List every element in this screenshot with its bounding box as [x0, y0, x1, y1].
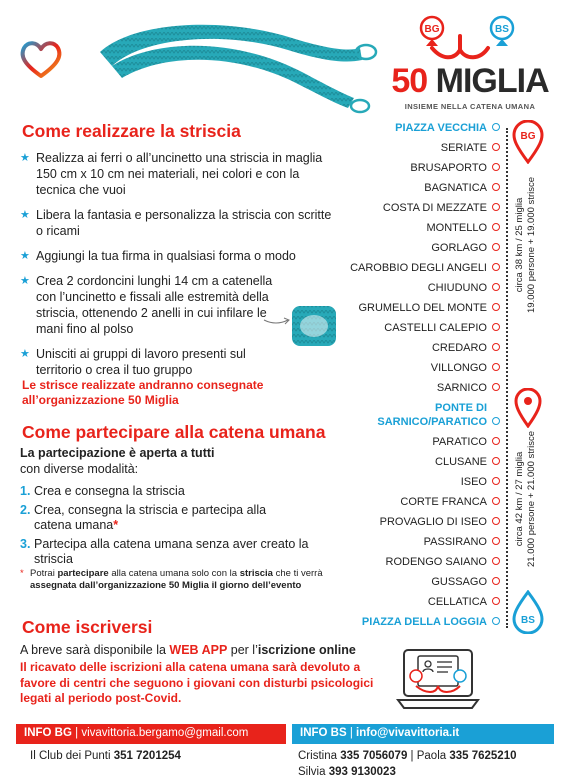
- instruction-item: ★ Realizza ai ferri o all’uncinetto una striscia in maglia 150 cm x 10 cm nei materiali, nei colori e con la tecnica che vuoi: [20, 150, 340, 198]
- route-stop-name: COSTA DI MEZZATE: [382, 202, 487, 214]
- bs-contact-line2: [298, 766, 396, 778]
- option-text: Crea, consegna la striscia e partecipa alla catena umana: [34, 503, 267, 532]
- option-item: [20, 484, 340, 499]
- route-stop-dot-icon: [492, 457, 500, 465]
- contact-phone[interactable]: 335 7056079: [340, 750, 408, 762]
- info-bs-label: INFO BS: [300, 727, 347, 739]
- route-stop-dot-icon: [492, 263, 500, 271]
- route-stop-name: GORLAGO: [431, 242, 487, 254]
- route-stop-name: VILLONGO: [430, 362, 487, 374]
- route-stop: [431, 242, 500, 255]
- route-stop-name: PIAZZA VECCHIA: [395, 122, 487, 134]
- proceeds-note: Il ricavato delle iscrizioni alla catena umana sarà devoluto a favore di centri che seguono i giovani con disturbi psicologici legati al periodo post-Covid.: [20, 660, 374, 705]
- rolled-scarf-image: [262, 298, 340, 352]
- route-stop: [432, 342, 500, 355]
- segment1-people: 19.000 persone + 19.000 strisce: [526, 177, 537, 313]
- info-bs-bar: INFO BS | info@vivavittoria.it: [292, 724, 554, 744]
- route-stop-dot-icon: [492, 163, 500, 171]
- route-stop: [386, 556, 500, 569]
- route-stop-dot-icon: [492, 497, 500, 505]
- route-stop-name: CREDARO: [431, 342, 487, 354]
- route-stop-name: SERIATE: [440, 142, 487, 154]
- route-stop-name: PASSIRANO: [423, 536, 487, 548]
- route-stop-dot-icon: [492, 203, 500, 211]
- logo-title: [384, 62, 556, 101]
- registration-text: A breve sarà disponibile la: [20, 643, 170, 657]
- instruction-item: ★ Libera la fantasia e personalizza la striscia con scritte o ricami: [20, 207, 340, 239]
- registration-bold: iscrizione online: [257, 643, 356, 657]
- footnote: [20, 568, 342, 592]
- knitted-scarf-image: [92, 14, 382, 114]
- logo-bs-label: BS: [495, 24, 509, 35]
- info-bg-bar: INFO BG | vivavittoria.bergamo@gmail.com: [16, 724, 286, 744]
- route-stop-dot-icon: [492, 303, 500, 311]
- route-stop: [380, 516, 500, 529]
- participation-modes: con diverse modalità:: [20, 462, 139, 476]
- route-stop-name: BRUSAPORTO: [410, 162, 487, 174]
- participation-lead: La partecipazione è aperta a tutti: [20, 446, 215, 460]
- route-stop-dot-icon: [492, 597, 500, 605]
- option-text: Partecipa alla catena umana senza aver creato la striscia: [34, 537, 309, 566]
- contact-name: Silvia: [298, 766, 329, 778]
- contact-name: Paola: [416, 750, 450, 762]
- route-stop-name: CAROBBIO DEGLI ANGELI: [350, 262, 487, 274]
- route-stop-dot-icon: [492, 123, 500, 131]
- logo-bg-label: BG: [424, 24, 440, 35]
- route-stop-name: GUSSAGO: [431, 576, 487, 588]
- instruction-item: ★ Aggiungi la tua firma in qualsiasi forma o modo: [20, 248, 340, 264]
- route-stop-dot-icon: [492, 537, 500, 545]
- section-title-catena: Come partecipare alla catena umana: [22, 422, 326, 442]
- route-stop-name: SARNICO: [436, 382, 487, 394]
- route-stop-name: SARNICO/PARATICO: [377, 416, 487, 428]
- route-stop: [435, 456, 500, 469]
- route-stop-dot-icon: [492, 617, 500, 625]
- contact-name: Cristina: [298, 750, 341, 762]
- contact-phone[interactable]: 393 9130023: [328, 766, 396, 778]
- heart-icon: [18, 38, 64, 80]
- route-stop-name: PONTE DI: [435, 402, 487, 414]
- route-stop-dot-icon: [492, 243, 500, 251]
- footnote-text: che ti verrà: [272, 568, 323, 579]
- bs-contact-line1: [298, 750, 517, 762]
- route-stop-dot-icon: [492, 323, 500, 331]
- route-stop-dot-icon: [492, 477, 500, 485]
- laptop-icon: [396, 646, 480, 712]
- route-stop: [431, 362, 500, 375]
- route-stop: [428, 282, 500, 295]
- footnote-bold: striscia: [239, 568, 273, 579]
- route-stop-dot-icon: [492, 223, 500, 231]
- route-stop-dot-icon: [492, 183, 500, 191]
- route-stop: [435, 402, 500, 415]
- web-app-label: WEB APP: [169, 643, 228, 657]
- contact-name: Il Club dei Punti: [30, 750, 114, 762]
- route-stop-dot-icon: [492, 437, 500, 445]
- contact-phone[interactable]: 335 7625210: [449, 750, 517, 762]
- route-stop-dot-icon: [492, 383, 500, 391]
- info-bs-email[interactable]: info@vivavittoria.it: [356, 727, 460, 739]
- footnote-text: Potrai: [30, 568, 58, 579]
- logo-figure-icon: [384, 14, 556, 64]
- participation-options: [20, 484, 340, 571]
- route-stop-name: PARATICO: [432, 436, 487, 448]
- route-stop-name: CELLATICA: [427, 596, 487, 608]
- section-title-striscia: Come realizzare la striscia: [22, 121, 241, 141]
- route-stop: [400, 496, 500, 509]
- route-stop-name: CORTE FRANCA: [400, 496, 487, 508]
- route-stop: [395, 122, 500, 135]
- route-line: [506, 128, 508, 628]
- route-stop-dot-icon: [492, 143, 500, 151]
- instruction-item: ★ Unisciti ai gruppi di lavoro presenti sul territorio o crea il tuo gruppo: [20, 346, 290, 378]
- route-stop-name: BAGNATICA: [424, 182, 487, 194]
- route-stop-name: PIAZZA DELLA LOGGIA: [361, 616, 487, 628]
- registration-line: [20, 643, 356, 657]
- contact-separator: |: [407, 750, 417, 762]
- route-stop: [384, 322, 500, 335]
- route-stop-name: RODENGO SAIANO: [385, 556, 487, 568]
- route-stop-name: CASTELLI CALEPIO: [384, 322, 487, 334]
- section-title-iscriversi: Come iscriversi: [22, 617, 153, 637]
- option-item: [20, 503, 300, 533]
- route-stop: [428, 596, 500, 609]
- footnote-bold: partecipare: [57, 568, 109, 579]
- route-stop-dot-icon: [492, 517, 500, 525]
- pin-bs-label: BS: [521, 615, 535, 626]
- footnote-text: alla catena umana solo con la: [108, 568, 240, 579]
- registration-text: per l’: [227, 643, 258, 657]
- route-stop-dot-icon: [492, 577, 500, 585]
- route-stop: [437, 382, 500, 395]
- footnote-bold: assegnata dall’organizzazione 50 Miglia il giorno dell’evento: [30, 580, 302, 591]
- route-stop: [358, 302, 500, 315]
- segment1-distance: circa 38 km / 25 miglia: [514, 197, 525, 293]
- route-stop-dot-icon: [492, 283, 500, 291]
- option-number: 2.: [20, 503, 31, 517]
- route-stop-dot-icon: [492, 557, 500, 565]
- option-asterisk: *: [113, 518, 119, 532]
- bg-contact: [30, 750, 181, 762]
- info-bg-email[interactable]: vivavittoria.bergamo@gmail.com: [81, 727, 249, 739]
- route-stop: [410, 162, 500, 175]
- route-stop: [426, 222, 500, 235]
- route-stop: [424, 536, 500, 549]
- route-stop: [432, 436, 500, 449]
- route-stop-name: PROVAGLIO DI ISEO: [379, 516, 487, 528]
- route-stop: [431, 576, 500, 589]
- route-stop-name: CLUSANE: [435, 456, 487, 468]
- option-item: [20, 537, 320, 567]
- route-stop: [461, 476, 500, 489]
- segment2-info: [514, 419, 540, 579]
- route-stop: [383, 202, 500, 215]
- route-stop-name: CHIUDUNO: [427, 282, 487, 294]
- route-stop: [350, 262, 500, 275]
- option-text: Crea e consegna la striscia: [34, 484, 185, 498]
- route-stop: [441, 142, 500, 155]
- route-stop-name: GRUMELLO DEL MONTE: [358, 302, 487, 314]
- route-stop: [424, 182, 500, 195]
- logo-subtitle: INSIEME NELLA CATENA UMANA: [404, 102, 536, 111]
- route-stop-dot-icon: [492, 363, 500, 371]
- route-stop-dot-icon: [492, 417, 500, 425]
- route-stop-name: MONTELLO: [426, 222, 487, 234]
- route-stop-name: ISEO: [460, 476, 487, 488]
- segment1-info: [514, 165, 540, 325]
- logo-title-number: 50: [391, 62, 428, 100]
- segment2-people: 21.000 persone + 21.000 strisce: [526, 431, 537, 567]
- route-stop: [362, 616, 500, 629]
- info-bg-label: INFO BG: [24, 727, 72, 739]
- route-stop: [377, 416, 500, 429]
- pin-bg-label: BG: [520, 131, 536, 142]
- bs-pin-icon: [512, 590, 544, 634]
- segment2-distance: circa 42 km / 27 miglia: [514, 451, 525, 547]
- delivery-note: Le strisce realizzate andranno consegnate all’organizzazione 50 Miglia: [22, 378, 264, 407]
- fifty-miglia-logo: [384, 14, 556, 114]
- instruction-item: ★ Crea 2 cordoncini lunghi 14 cm a catenella con l’uncinetto e fissali alle estremità della striscia, ottenendo 2 anelli in cui infilare le mani fino al polso: [20, 273, 290, 337]
- footnote-asterisk: *: [20, 568, 24, 579]
- option-number: 3.: [20, 537, 31, 551]
- contact-phone[interactable]: 351 7201254: [113, 750, 181, 762]
- logo-title-word: MIGLIA: [435, 62, 549, 100]
- bg-pin-icon: [512, 120, 544, 164]
- option-number: 1.: [20, 484, 31, 498]
- route-stop-dot-icon: [492, 343, 500, 351]
